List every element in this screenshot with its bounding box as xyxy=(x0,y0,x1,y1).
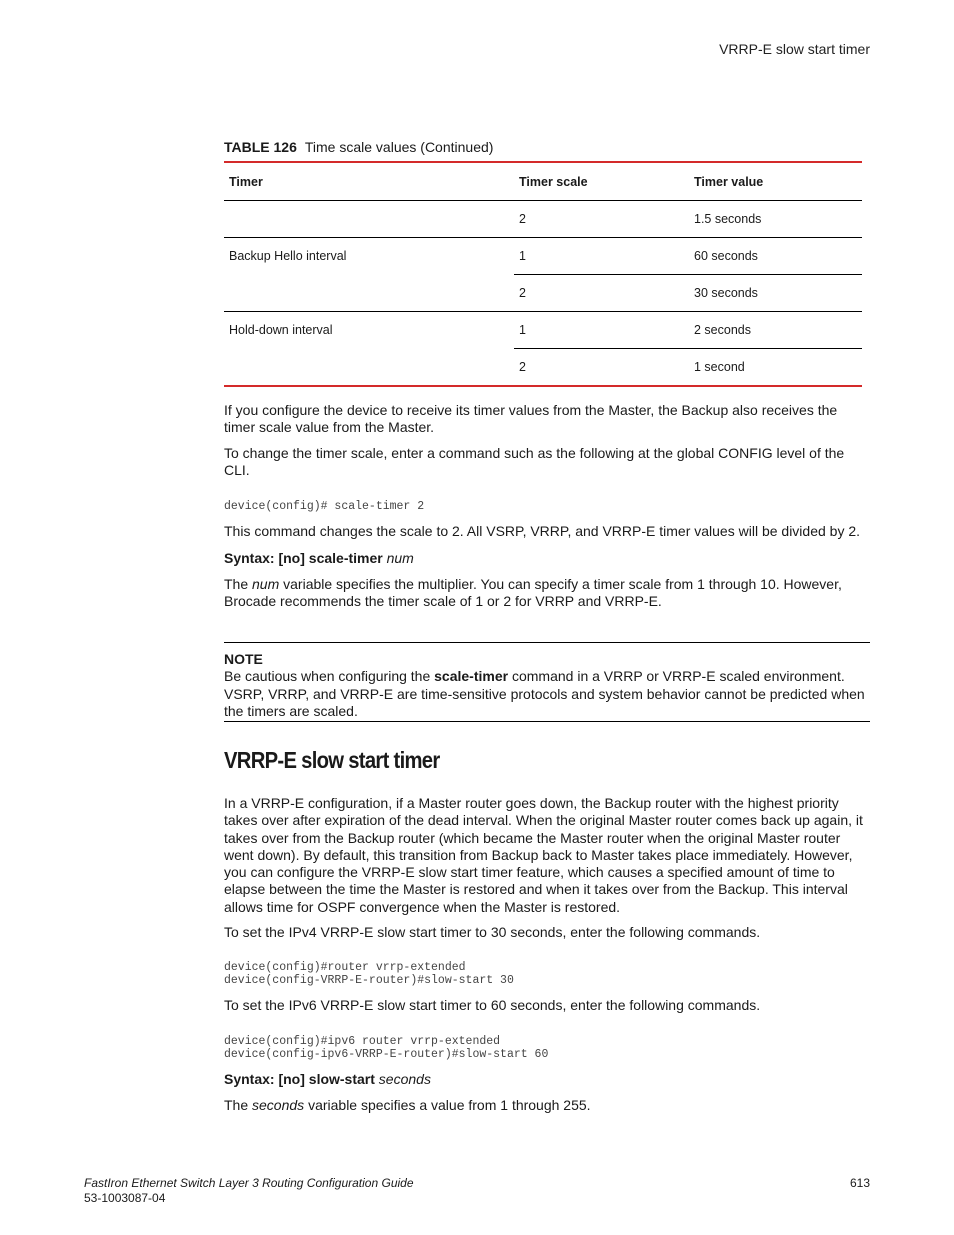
syntax-command: Syntax: [no] scale-timer xyxy=(224,550,383,566)
syntax-command: Syntax: [no] slow-start xyxy=(224,1071,375,1087)
cell-timer xyxy=(224,275,514,312)
cell-timer: Backup Hello interval xyxy=(224,238,514,275)
cell-timer-scale: 1 xyxy=(514,312,689,349)
cell-timer-scale: 2 xyxy=(514,201,689,238)
table-row xyxy=(224,312,862,349)
cell-timer-value: 2 seconds xyxy=(689,312,862,349)
paragraph-change-timer-scale: To change the timer scale, enter a command such as the following at the global CONFIG level of the CLI. xyxy=(224,445,845,479)
paragraph-slow-start-description: In a VRRP-E configuration, if a Master router goes down, the Backup router with the highest priority takes over after expiration of the dead interval. When the original Master router comes back up again, it takes over from the Backup router (which became the Master router when the original Master router went down). By default, this transition from Backup back to Master takes place immediately. However, you can configure the VRRP-E slow start timer feature, which causes a specified amount of time to elapse between the time the Master is restored and when it takes over from the Backup. This interval allows time for OSPF convergence when the Master is restored. xyxy=(224,795,863,915)
text: The xyxy=(224,1097,249,1113)
syntax-arg: seconds xyxy=(378,1071,431,1087)
cell-timer: Hold-down interval xyxy=(224,312,514,349)
cell-timer-scale: 2 xyxy=(519,360,526,374)
table-caption xyxy=(224,139,493,155)
time-scale-table xyxy=(224,161,862,387)
section-heading: VRRP-E slow start timer xyxy=(224,747,440,773)
table-row xyxy=(224,201,862,238)
paragraph-ipv6-slow-start: To set the IPv6 VRRP-E slow start timer to 60 seconds, enter the following commands. xyxy=(224,997,761,1013)
syntax-scale-timer xyxy=(224,550,870,567)
text: command in a VRRP or VRRP-E scaled environment. VSRP, VRRP, and VRRP-E are time-sensitive protocols and system behavior cannot be predicted when the timers are scaled. xyxy=(224,668,865,719)
page-number: 613 xyxy=(849,1176,870,1190)
var-seconds: seconds xyxy=(252,1097,305,1113)
cell-timer-value: 30 seconds xyxy=(689,275,862,312)
var-num: num xyxy=(252,576,280,592)
paragraph-ipv4-slow-start: To set the IPv4 VRRP-E slow start timer to 30 seconds, enter the following commands. xyxy=(224,924,761,940)
col-header-timer: Timer xyxy=(224,162,514,201)
col-header-timer-value: Timer value xyxy=(689,162,862,201)
syntax-arg: num xyxy=(386,550,414,566)
table-row xyxy=(224,275,862,312)
syntax-slow-start xyxy=(224,1071,870,1088)
code-scale-timer: device(config)# scale-timer 2 xyxy=(224,500,425,513)
note-text xyxy=(224,668,870,720)
cell-timer xyxy=(224,349,514,387)
cell-timer-value: 1 second xyxy=(694,360,745,374)
cell-timer-value: 1.5 seconds xyxy=(689,201,862,238)
running-header: VRRP-E slow start timer xyxy=(719,41,870,57)
paragraph-timer-scale-backup: If you configure the device to receive its timer values from the Master, the Backup also receives the timer scale value from the Master. xyxy=(224,402,838,436)
text: variable specifies the multiplier. You can specify a timer scale from 1 through 10. However, Brocade recommends the timer scale of 1 or 2 for VRRP and VRRP-E. xyxy=(224,576,842,610)
code-ipv4-slow-start: device(config)#router vrrp-extended device(config-VRRP-E-router)#slow-start 30 xyxy=(224,961,514,987)
paragraph-num-variable xyxy=(224,576,870,611)
table-row xyxy=(224,349,862,387)
text: The xyxy=(224,576,249,592)
page-footer xyxy=(84,1176,870,1206)
text: Be cautious when configuring the xyxy=(224,668,431,685)
footer-guide-title: FastIron Ethernet Switch Layer 3 Routing Configuration Guide xyxy=(84,1176,414,1190)
note-box xyxy=(224,642,870,722)
table-header-row xyxy=(224,162,862,201)
footer-doc-number: 53-1003087-04 xyxy=(84,1191,166,1205)
col-header-timer-scale: Timer scale xyxy=(514,162,689,201)
table-row xyxy=(224,238,862,275)
note-title: NOTE xyxy=(224,651,263,667)
paragraph-scale-effect: This command changes the scale to 2. All VSRP, VRRP, and VRRP-E timer values will be divided by 2. xyxy=(224,523,861,539)
paragraph-seconds-variable xyxy=(224,1097,870,1114)
text: variable specifies a value from 1 through 255. xyxy=(308,1097,591,1113)
cell-timer xyxy=(224,201,514,238)
cell-timer-scale: 2 xyxy=(514,275,689,312)
table-caption-text: Time scale values (Continued) xyxy=(304,139,494,155)
cell-timer-scale: 1 xyxy=(514,238,689,275)
code-ipv6-slow-start: device(config)#ipv6 router vrrp-extended device(config-ipv6-VRRP-E-router)#slow-start 60 xyxy=(224,1035,549,1061)
cell-timer-value: 60 seconds xyxy=(689,238,862,275)
table-label: TABLE 126 xyxy=(224,139,297,155)
note-command: scale-timer xyxy=(434,668,509,685)
